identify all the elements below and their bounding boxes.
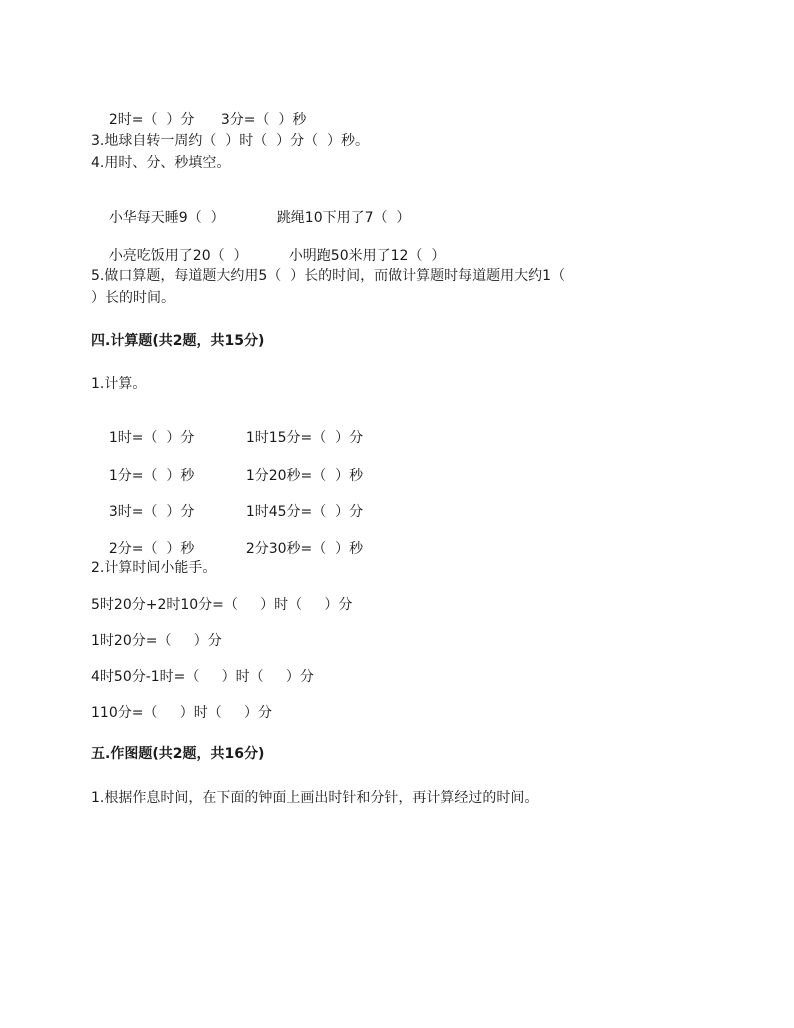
calc-row-right: 2分30秒=（ ）秒 xyxy=(245,541,364,557)
meal-duration-item: 小亮吃饭用了20（ ） xyxy=(108,248,248,264)
run-50m-item: 小明跑50米用了12（ ） xyxy=(288,248,446,264)
time-calc-3: 4时50分-1时=（ ）时（ ）分 xyxy=(91,669,314,685)
section-5-heading: 五.作图题(共2题，共16分) xyxy=(91,746,265,762)
calc-row-right: 1时15分=（ ）分 xyxy=(245,430,364,446)
jump-rope-item: 跳绳10下用了7（ ） xyxy=(276,210,411,226)
time-calc-4: 110分=（ ）时（ ）分 xyxy=(91,705,272,721)
calc-row-left: 3时=（ ）分 xyxy=(108,504,195,520)
time-calc-1: 5时20分+2时10分=（ ）时（ ）分 xyxy=(91,597,353,613)
question-3-earth-rotation: 3.地球自转一周约（ ）时（ ）分（ ）秒。 xyxy=(91,133,370,149)
sleep-duration-item: 小华每天睡9（ ） xyxy=(108,210,225,226)
calc-row-right: 1分20秒=（ ）秒 xyxy=(245,468,364,484)
time-calc-2: 1时20分=（ ）分 xyxy=(91,633,222,649)
section-5-question-1: 1.根据作息时间，在下面的钟面上画出时针和分针，再计算经过的时间。 xyxy=(91,790,539,806)
calc-row-right: 1时45分=（ ）分 xyxy=(245,504,364,520)
section-4-question-2: 2.计算时间小能手。 xyxy=(91,560,217,576)
question-5-line-2: ）长的时间。 xyxy=(91,290,175,306)
calc-row-left: 1分=（ ）秒 xyxy=(108,468,195,484)
hours-to-minutes-blank: 2时=（ ）分 xyxy=(108,112,195,128)
section-4-question-1: 1.计算。 xyxy=(91,376,147,392)
question-4-instruction: 4.用时、分、秒填空。 xyxy=(91,155,231,171)
section-4-heading: 四.计算题(共2题，共15分) xyxy=(91,333,265,349)
calc-row-left: 2分=（ ）秒 xyxy=(108,541,195,557)
calc-row-left: 1时=（ ）分 xyxy=(108,430,195,446)
question-5-line-1: 5.做口算题，每道题大约用5（ ）长的时间，而做计算题时每道题用大约1（ xyxy=(91,268,566,284)
minutes-to-seconds-blank: 3分=（ ）秒 xyxy=(220,112,307,128)
